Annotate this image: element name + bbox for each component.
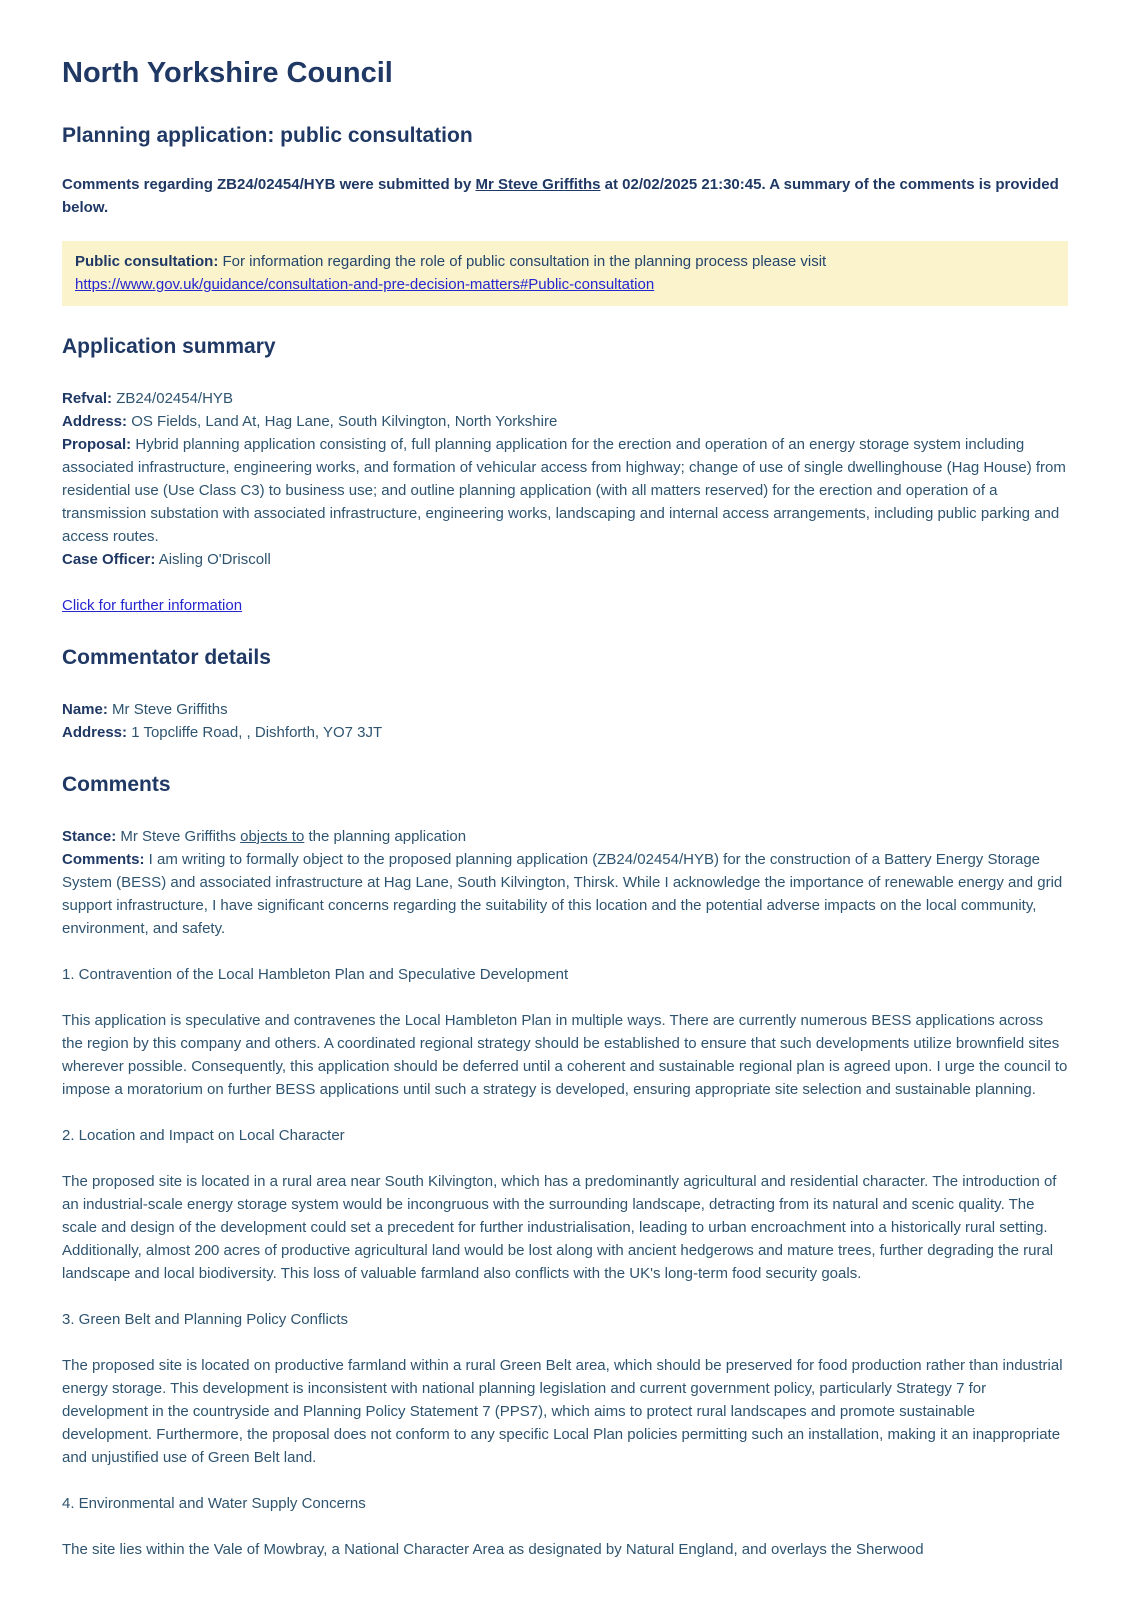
field-row-case-officer: [62, 548, 1068, 571]
comment-section-2-heading: 2. Location and Impact on Local Character: [62, 1127, 345, 1144]
application-summary-heading: Application summary: [62, 335, 276, 358]
comment-section-3-body: The proposed site is located on productive farmland within a rural Green Belt area, which should be preserved for food production rather than industrial energy storage. This development is inconsistent with national planning legislation and current government policy, particularly Strategy 7 for development in the countryside and Planning Policy Statement 7 (PPS7), which aims to protect rural landscapes and promote sustainable development. Furthermore, the proposal does not conform to any specific Local Plan policies permitting such an installation, making it an inappropriate and unjustified use of Green Belt land.: [62, 1357, 1063, 1466]
stance-underlined: objects to: [240, 828, 305, 845]
field-row-proposal: [62, 433, 1068, 548]
stance-text-before: Mr Steve Griffiths: [116, 828, 241, 845]
refval-label: Refval:: [62, 390, 113, 407]
comment-summary-label: Comments:: [62, 851, 145, 868]
field-row-refval: [62, 387, 1068, 410]
gov-uk-consultation-link[interactable]: https://www.gov.uk/guidance/consultation-and-pre-decision-matters#Public-consultation: [75, 276, 655, 293]
comment-section-3-heading: 3. Green Belt and Planning Policy Conflicts: [62, 1311, 348, 1328]
site-address-label: Address:: [62, 413, 128, 430]
commentator-address-value: 1 Topcliffe Road, , Dishforth, YO7 3JT: [131, 724, 383, 741]
proposal-value: Hybrid planning application consisting of, full planning application for the erection and operation of an energy storage system including associated infrastructure, engineering works, and formation of vehicular access from highway; change of use of single dwellinghouse (Hag House) from residential use (Use Class C3) to business use; and outline planning application (with all matters reserved) for the erection and operation of a transmission substation with associated infrastructure, engineering works, landscaping and internal access arrangements, including public parking and access routes.: [62, 436, 1066, 545]
comments-block: [62, 825, 1068, 940]
page-title: North Yorkshire Council: [62, 57, 393, 89]
comment-summary: [62, 848, 1068, 940]
field-row-site-address: [62, 410, 1068, 433]
commentator-details-heading: Commentator details: [62, 646, 271, 669]
stance-label: Stance:: [62, 828, 117, 845]
field-row-commentator-address: [62, 721, 1068, 744]
public-consultation-notice: [62, 241, 1068, 306]
case-officer-label: Case Officer:: [62, 551, 156, 568]
submission-summary: [62, 173, 1068, 219]
commentator-name-value: Mr Steve Griffiths: [112, 701, 228, 718]
field-row-name: [62, 698, 1068, 721]
commentator-address-label: Address:: [62, 724, 128, 741]
comment-section-1-heading: 1. Contravention of the Local Hambleton Plan and Speculative Development: [62, 966, 569, 983]
notice-text: For information regarding the role of public consultation in the planning process please visit: [218, 253, 827, 270]
proposal-label: Proposal:: [62, 436, 132, 453]
commentator-name-label: Name:: [62, 701, 108, 718]
comment-section-4-heading: 4. Environmental and Water Supply Concerns: [62, 1495, 366, 1512]
further-information-row: [62, 594, 1068, 617]
commentator-details-fields: [62, 698, 1068, 744]
case-officer-value: Aisling O'Driscoll: [158, 551, 271, 568]
application-summary-fields: [62, 387, 1068, 571]
site-address-value: OS Fields, Land At, Hag Lane, South Kilvington, North Yorkshire: [131, 413, 558, 430]
stance-line: [62, 825, 1068, 848]
notice-label: Public consultation:: [75, 253, 219, 270]
submission-summary-text-before: Comments regarding ZB24/02454/HYB were submitted by: [62, 176, 476, 193]
further-information-link[interactable]: Click for further information: [62, 597, 243, 614]
comment-summary-text: I am writing to formally object to the proposed planning application (ZB24/02454/HYB) for the construction of a Battery Energy Storage System (BESS) and associated infrastructure at Hag Lane, South Kilvington, Thirsk. While I acknowledge the importance of renewable energy and grid support infrastructure, I have significant concerns regarding the suitability of this location and the potential adverse impacts on the local community, environment, and safety.: [62, 851, 1063, 937]
stance-text-after: the planning application: [304, 828, 467, 845]
comments-heading: Comments: [62, 773, 171, 796]
comment-section-1-body: This application is speculative and contravenes the Local Hambleton Plan in multiple ways. There are currently numerous BESS applications across the region by this company and others. A coordinated regional strategy should be established to ensure that such developments utilize brownfield sites wherever possible. Consequently, this application should be deferred until a coherent and sustainable regional plan is agreed upon. I urge the council to impose a moratorium on further BESS applications until such a strategy is developed, ensuring appropriate site selection and sustainable planning.: [62, 1012, 1068, 1098]
comment-section-2-body: The proposed site is located in a rural area near South Kilvington, which has a predominantly agricultural and residential character. The introduction of an industrial-scale energy storage system would be incongruous with the surrounding landscape, detracting from its natural and scenic quality. The scale and design of the development could set a precedent for further industrialisation, leading to urban encroachment into a historically rural setting. Additionally, almost 200 acres of productive agricultural land would be lost along with ancient hedgerows and mature trees, further degrading the rural landscape and local biodiversity. This loss of valuable farmland also conflicts with the UK's long-term food security goals.: [62, 1173, 1057, 1282]
submission-summary-text-after: at 02/02/2025 21:30:45. A summary of the comments is provided below.: [62, 176, 1059, 216]
comment-section-4-body: The site lies within the Vale of Mowbray, a National Character Area as designated by Natural England, and overlays the Sherwood: [62, 1541, 924, 1558]
page-subtitle: Planning application: public consultation: [62, 124, 473, 147]
commenter-link[interactable]: Mr Steve Griffiths: [475, 176, 601, 193]
refval-value: ZB24/02454/HYB: [116, 390, 233, 407]
